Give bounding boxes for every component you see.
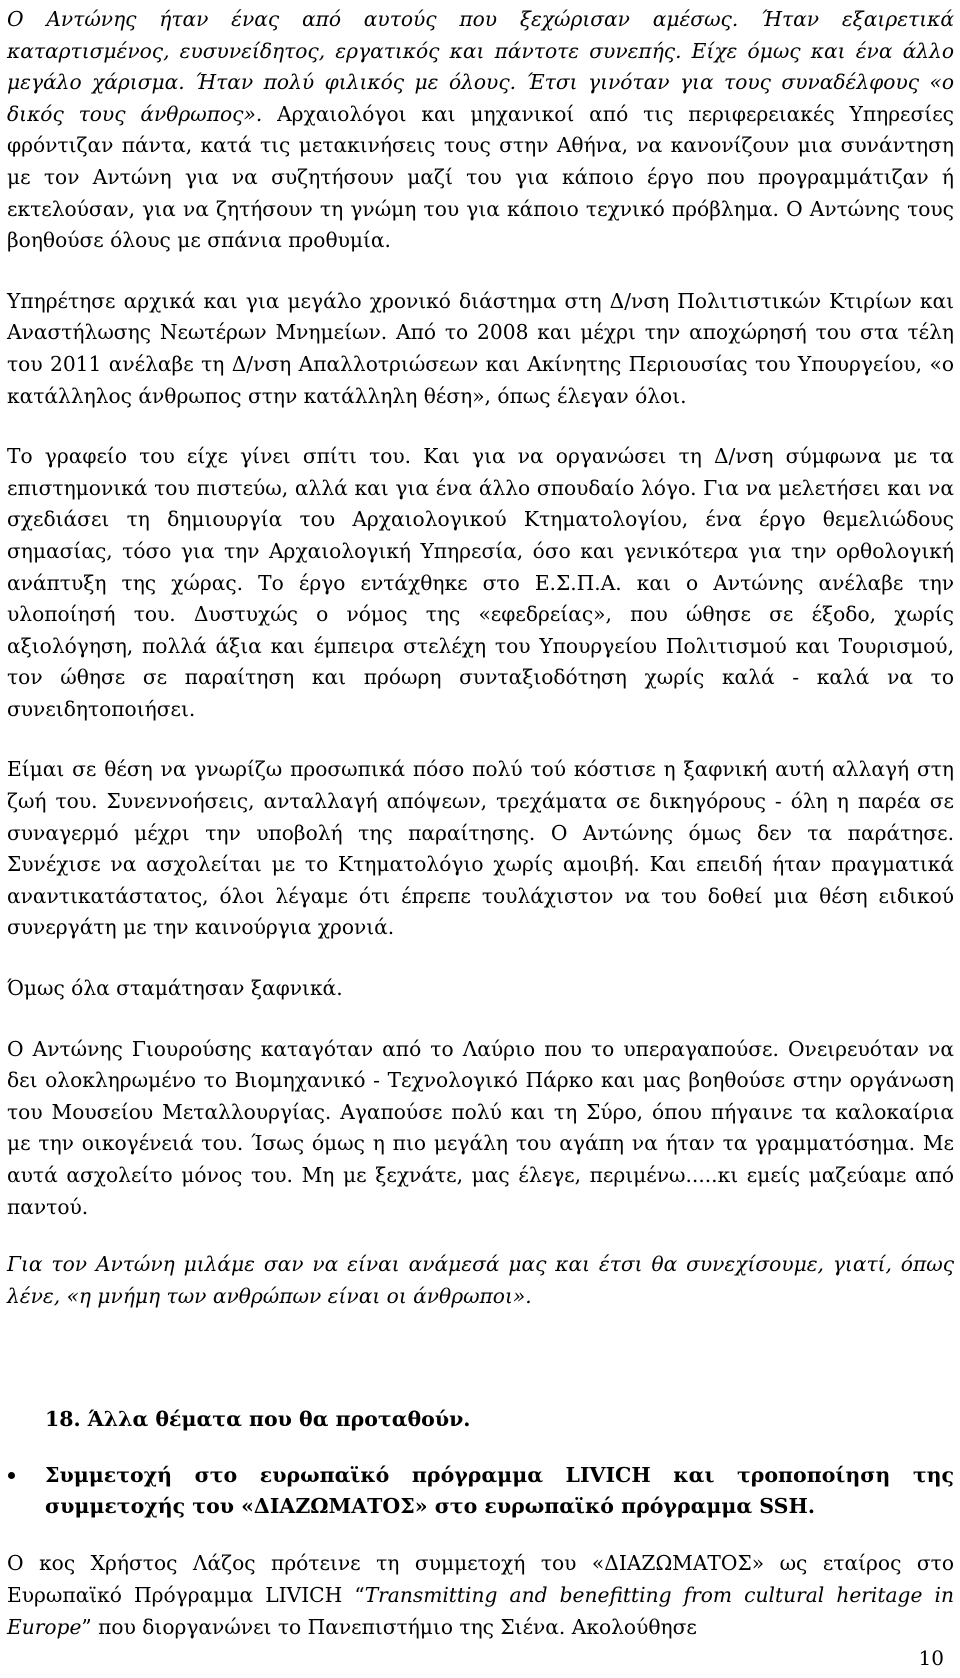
paragraph-antonis-colleagues — [7, 4, 954, 257]
bullet-list-item — [7, 1460, 954, 1522]
paragraph-italic-part: Ο Αντώνης ήταν ένας από αυτούς που ξεχώρισαν αμέσως. Ήταν εξαιρετικά καταρτισμένος, ευσυνείδητος, εργατικός και πάντοτε συνεπής. Είχε όμως και ένα άλλο μεγάλο χάρισμα. Ήταν πολύ φιλικός με όλους. Έτσι γινόταν για τους συναδέλφους «ο δικός τους άνθρωπος». — [7, 7, 954, 126]
programme-title: Transmitting and benefitting from cultural heritage in Europe — [7, 1582, 954, 1639]
paragraph-upright-part: Αρχαιολόγοι και μηχανικοί από τις περιφερειακές Υπηρεσίες φρόντιζαν πάντα, κατά τις μετακινήσεις τους στην Αθήνα, να κανονίζουν μια συνάντηση με τον Αντώνη για να συζητήσουν μαζί του για κάποιο έργο που προγραμμάτιζαν ή εκτελούσαν, για να ζητήσουν τη γνώμη του για κάποιο τεχνικό πρόβλημα. Ο Αντώνης τους βοηθούσε όλους με σπάνια προθυμία. — [7, 101, 954, 253]
paragraph-text-start: Ο κος Χρήστος Λάζος πρότεινε τη συμμετοχή του «ΔΙΑΖΩΜΑΤΟΣ» ως εταίρος στο Ευρωπαϊκό Πρόγραμμα LIVICH “ — [7, 1551, 954, 1607]
bullet-icon — [8, 1472, 15, 1479]
paragraph-resignation: Είμαι σε θέση να γνωρίζω προσωπικά πόσο πολύ τού κόστισε η ξαφνική αυτή αλλαγή στη ζωή του. Συνεννοήσεις, ανταλλαγή απόψεων, τρεχάματα σε δικηγόρους - όλη η παρέα σε συναγερμό μέχρι την υποβολή της παραίτησης. Ο Αντώνης όμως δεν τα παράτησε. Συνέχισε να ασχολείται με το Κτηματολόγιο χωρίς αμοιβή. Και επειδή ήταν πραγματικά αναντικατάστατος, όλοι λέγαμε ότι έπρεπε τουλάχιστον να του δοθεί μια θέση ειδικού συνεργάτη με την καινούργια χρονιά. — [7, 757, 954, 940]
paragraph-sudden-stop: Όμως όλα σταμάτησαν ξαφνικά. — [7, 976, 343, 1001]
section-heading: 18. Άλλα θέματα που θα προταθούν. — [45, 1407, 471, 1432]
paragraph-office-cadastre: Το γραφείο του είχε γίνει σπίτι του. Και για να οργανώσει τη Δ/νση σύμφωνα με τα επιστημονικά του πιστεύω, αλλά και για ένα άλλο σπουδαίο λόγο. Για να μελετήσει και να σχεδιάσει τη δημιουργία του Αρχαιολογικού Κτηματολογίου, ένα έργο θεμελιώδους σημασίας, τόσο για την Αρχαιολογική Υπηρεσία, όσο και γενικότερα για την ορθολογική ανάπτυξη της χώρας. Το έργο εντάχθηκε στο Ε.Σ.Π.Α. και ο Αντώνης ανέλαβε την υλοποίησή του. Δυστυχώς ο νόμος της «εφεδρείας», που ώθησε σε έξοδο, χωρίς αξιολόγηση, πολλά άξια και έμπειρα στελέχη του Υπουργείου Πολιτισμού και Τουρισμού, τον ώθησε σε παραίτηση και πρόωρη συνταξιοδότηση χωρίς καλά - καλά να το συνειδητοποιήσει. — [7, 444, 954, 721]
paragraph-memory: Για τον Αντώνη μιλάμε σαν να είναι ανάμεσά μας και έτσι θα συνεχίσουμε, γιατί, όπως λένε, «η μνήμη των ανθρώπων είναι οι άνθρωποι». — [7, 1252, 954, 1308]
paragraph-text-end: ” που διοργανώνει το Πανεπιστήμιο της Σιένα. Ακολούθησε — [81, 1614, 697, 1639]
paragraph-service-history: Υπηρέτησε αρχικά και για μεγάλο χρονικό διάστημα στη Δ/νση Πολιτιστικών Κτιρίων και Αναστήλωσης Νεωτέρων Μνημείων. Από το 2008 και μέχρι την αποχώρησή του στα τέλη του 2011 ανέλαβε τη Δ/νση Απαλλοτριώσεων και Ακίνητης Περιουσίας του Υπουργείου, «ο κατάλληλος άνθρωπος στην κατάλληλη θέση», όπως έλεγαν όλοι. — [7, 288, 954, 408]
page-number: 10 — [918, 1646, 944, 1670]
paragraph-livich-proposal — [7, 1548, 954, 1643]
paragraph-lavrio-stamps: Ο Αντώνης Γιουρούσης καταγόταν από το Λαύριο που το υπεραγαπούσε. Ονειρευόταν να δει ολοκληρωμένο το Βιομηχανικό - Τεχνολογικό Πάρκο και μας βοηθούσε στην οργάνωση του Μουσείου Μεταλλουργίας. Αγαπούσε πολύ και τη Σύρο, όπου πήγαινε τα καλοκαίρια με την οικογένειά του. Ίσως όμως η πιο μεγάλη του αγάπη να ήταν τα γραμματόσημα. Με αυτά ασχολείτο μόνος του. Μη με ξεχνάτε, μας έλεγε, περιμένω.....κι εμείς μαζεύαμε από παντού. — [7, 1036, 954, 1219]
bullet-item-text: Συμμετοχή στο ευρωπαϊκό πρόγραμμα LIVICH και τροποποίηση της συμμετοχής του «ΔΙΑΖΩΜΑΤΟΣ» στο ευρωπαϊκό πρόγραμμα SSH. — [45, 1463, 954, 1519]
